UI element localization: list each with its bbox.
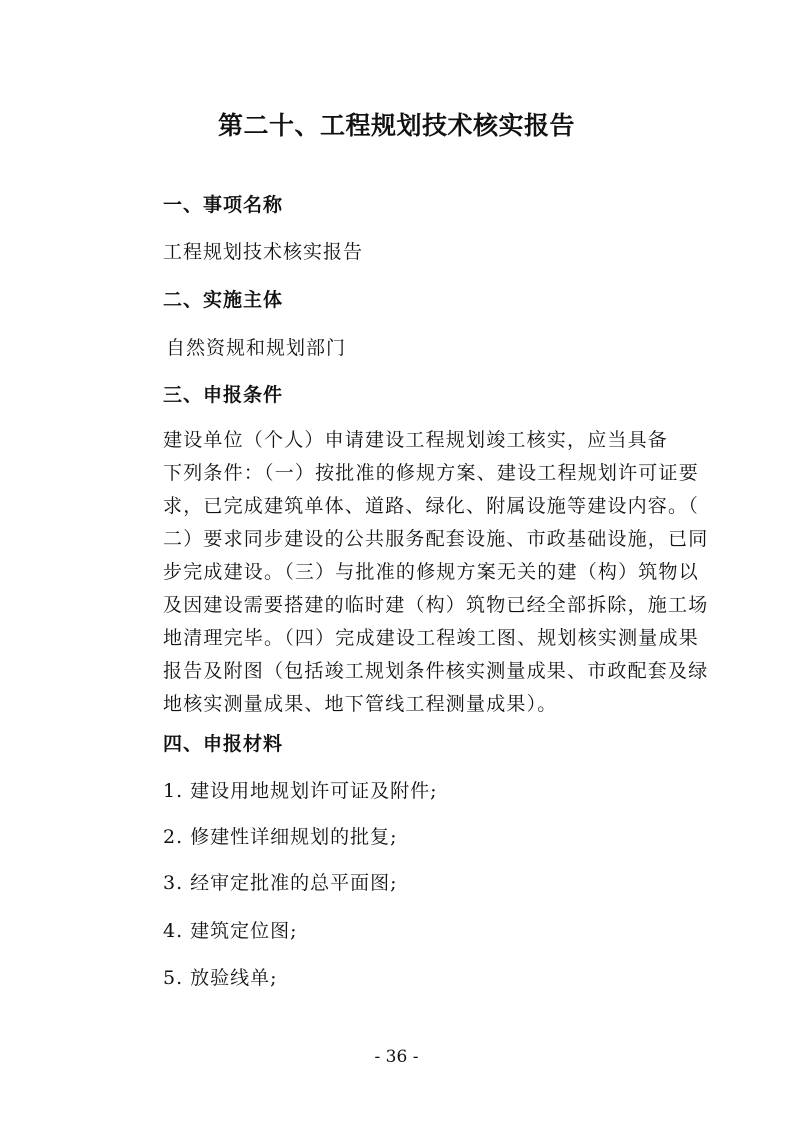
- section-heading-implementing-body: 二、实施主体: [163, 289, 284, 311]
- material-list-item: 1. 建设用地规划许可证及附件;: [163, 780, 438, 802]
- paragraph-line: 地清理完毕。（四）完成建设工程竣工图、规划核实测量成果: [163, 627, 699, 649]
- material-list-item: 5. 放验线单;: [163, 967, 278, 989]
- section-heading-application-conditions: 三、申报条件: [163, 384, 284, 406]
- page-title: 第二十、工程规划技术核实报告: [217, 111, 575, 140]
- paragraph-line: 二）要求同步建设的公共服务配套设施、市政基础设施，已同: [163, 528, 709, 550]
- application-conditions-paragraph: [163, 424, 709, 721]
- material-list-item: 2. 修建性详细规划的批复;: [163, 826, 398, 848]
- section-content-implementing-body: 自然资规和规划部门: [166, 337, 347, 359]
- paragraph-line: 地核实测量成果、地下管线工程测量成果）。: [163, 693, 558, 715]
- paragraph-line: 求，已完成建筑单体、道路、绿化、附属设施等建设内容。（: [163, 495, 699, 517]
- material-list-item: 4. 建筑定位图;: [163, 920, 298, 942]
- section-content-item-name: 工程规划技术核实报告: [163, 241, 364, 263]
- paragraph-line: 步完成建设。（三）与批准的修规方案无关的建（构）筑物以: [163, 561, 699, 583]
- section-heading-application-materials: 四、申报材料: [163, 733, 284, 755]
- page-number: - 36 -: [374, 1047, 419, 1067]
- paragraph-line: 建设单位（个人）申请建设工程规划竣工核实，应当具备: [163, 429, 669, 451]
- paragraph-line: 及因建设需要搭建的临时建（构）筑物已经全部拆除，施工场: [163, 594, 709, 616]
- section-heading-item-name: 一、事项名称: [163, 194, 284, 216]
- paragraph-line: 下列条件：（一）按批准的修规方案、建设工程规划许可证要: [163, 462, 699, 484]
- paragraph-line: 报告及附图（包括竣工规划条件核实测量成果、市政配套及绿: [163, 660, 709, 682]
- material-list-item: 3. 经审定批准的总平面图;: [163, 872, 398, 894]
